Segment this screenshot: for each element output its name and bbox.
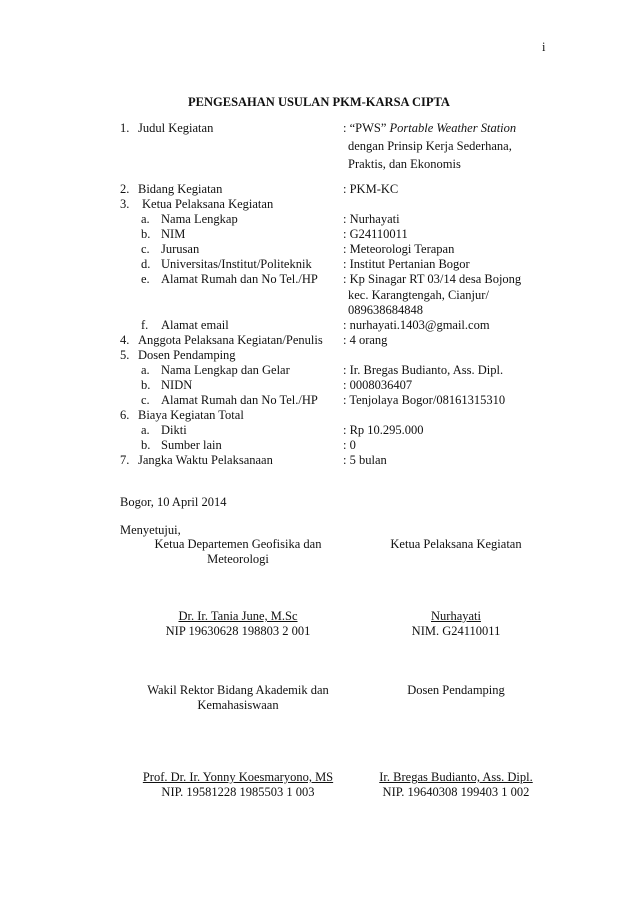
item-number: 5.	[120, 348, 130, 362]
signature-dosen-name-block	[346, 770, 566, 800]
item-label: Ketua Pelaksana Kegiatan	[142, 197, 274, 211]
item-label: Biaya Kegiatan Total	[138, 408, 244, 422]
item-letter: b.	[141, 227, 151, 241]
item-label: Alamat email	[161, 318, 229, 332]
item-value: : Institut Pertanian Bogor	[343, 257, 470, 271]
signature-kadep-name-block	[128, 609, 348, 639]
item-letter: a.	[141, 212, 150, 226]
item-value: : 0	[343, 438, 356, 452]
signature-ketua-name-block	[346, 609, 566, 639]
item-label: Jangka Waktu Pelaksanaan	[138, 453, 273, 467]
item-label: Nama Lengkap dan Gelar	[161, 363, 290, 377]
signature-name: Dr. Ir. Tania June, M.Sc	[178, 609, 298, 623]
signature-name: Nurhayati	[431, 609, 481, 623]
item-value-prefix: : “PWS”	[343, 121, 390, 135]
item-letter: f.	[141, 318, 149, 332]
item-value: : Kp Sinagar RT 03/14 desa Bojong	[343, 272, 522, 286]
item-value: : Nurhayati	[343, 212, 400, 226]
item-label: Alamat Rumah dan No Tel./HP	[161, 272, 318, 286]
item-waktu	[0, 453, 638, 470]
item-value: : 5 bulan	[343, 453, 387, 467]
item-label: Anggota Pelaksana Kegiatan/Penulis	[138, 333, 323, 347]
signature-title: Kemahasiswaan	[197, 698, 279, 712]
item-value	[343, 121, 516, 136]
signature-id: NIM. G24110011	[411, 624, 501, 638]
item-number: 4.	[120, 333, 130, 347]
item-number: 6.	[120, 408, 130, 422]
item-value: : Rp 10.295.000	[343, 423, 424, 437]
item-value: : Meteorologi Terapan	[343, 242, 455, 256]
item-value-italic: Portable Weather Station	[389, 121, 517, 135]
item-letter: b.	[141, 378, 151, 392]
item-value-cont: Praktis, dan Ekonomis	[348, 157, 461, 171]
item-value-cont: kec. Karangtengah, Cianjur/	[348, 288, 489, 302]
signature-ketua	[346, 537, 566, 552]
item-number: 2.	[120, 182, 130, 196]
item-value: : Ir. Bregas Budianto, Ass. Dipl.	[343, 363, 504, 377]
item-label: Judul Kegiatan	[138, 121, 214, 135]
signature-id: NIP. 19581228 1985503 1 003	[161, 785, 315, 799]
document-title: PENGESAHAN USULAN PKM-KARSA CIPTA	[188, 95, 450, 109]
item-value: : 0008036407	[343, 378, 413, 392]
item-letter: a.	[141, 363, 150, 377]
item-value: : 4 orang	[343, 333, 388, 347]
item-label: Universitas/Institut/Politeknik	[161, 257, 312, 271]
item-value-cont: 089638684848	[348, 303, 423, 317]
item-number: 1.	[120, 121, 130, 135]
item-label: Alamat Rumah dan No Tel./HP	[161, 393, 318, 407]
signature-name: Ir. Bregas Budianto, Ass. Dipl.	[379, 770, 533, 784]
item-label: NIDN	[161, 378, 193, 392]
item-label: Jurusan	[161, 242, 200, 256]
item-letter: d.	[141, 257, 151, 271]
signature-title: Dosen Pendamping	[407, 683, 505, 697]
approval-text: Menyetujui,	[120, 523, 181, 537]
signature-title: Meteorologi	[207, 552, 269, 566]
item-judul	[0, 121, 638, 138]
item-number: 7.	[120, 453, 130, 467]
item-number: 3.	[120, 197, 130, 211]
item-letter: c.	[141, 242, 150, 256]
item-alamat	[0, 272, 638, 289]
signature-name: Prof. Dr. Ir. Yonny Koesmaryono, MS	[142, 770, 334, 784]
item-letter: b.	[141, 438, 151, 452]
signature-id: NIP. 19640308 199403 1 002	[382, 785, 530, 799]
item-value: : nurhayati.1403@gmail.com	[343, 318, 490, 332]
item-label: Bidang Kegiatan	[138, 182, 223, 196]
item-letter: a.	[141, 423, 150, 437]
item-label: NIM	[161, 227, 186, 241]
signature-warek-name-block	[108, 770, 368, 800]
signature-warek	[118, 683, 358, 713]
item-value: : PKM-KC	[343, 182, 399, 196]
item-value: : Tenjolaya Bogor/08161315310	[343, 393, 506, 407]
item-letter: c.	[141, 393, 150, 407]
signature-title: Wakil Rektor Bidang Akademik dan	[147, 683, 329, 697]
item-label: Nama Lengkap	[161, 212, 238, 226]
place-date: Bogor, 10 April 2014	[120, 495, 227, 509]
item-letter: e.	[141, 272, 150, 286]
item-value: : G24110011	[343, 227, 408, 241]
item-label: Sumber lain	[161, 438, 222, 452]
item-value-cont: dengan Prinsip Kerja Sederhana,	[348, 139, 512, 153]
item-label: Dikti	[161, 423, 187, 437]
signature-id: NIP 19630628 198803 2 001	[165, 624, 311, 638]
signature-title: Ketua Departemen Geofisika dan	[154, 537, 322, 551]
item-label: Dosen Pendamping	[138, 348, 236, 362]
signature-kadep	[128, 537, 348, 567]
signature-title: Ketua Pelaksana Kegiatan	[390, 537, 522, 551]
signature-dosen	[346, 683, 566, 698]
page-number: i	[542, 40, 546, 54]
